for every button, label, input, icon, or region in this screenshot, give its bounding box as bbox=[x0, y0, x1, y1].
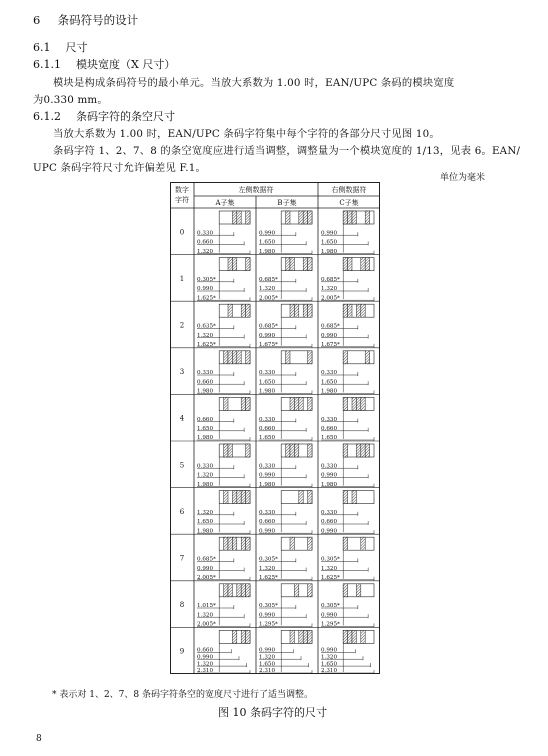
bar-module bbox=[299, 491, 303, 504]
bar-module bbox=[241, 630, 245, 643]
dimension-label: 1.650 bbox=[321, 379, 338, 386]
bar-module bbox=[308, 630, 312, 643]
bar-module bbox=[241, 584, 245, 597]
bar-module bbox=[299, 630, 303, 643]
column-header-a: A子集 bbox=[215, 199, 235, 207]
dimension-label: 0.990 bbox=[259, 472, 276, 479]
column-header-b: B子集 bbox=[277, 199, 297, 207]
bar-module bbox=[348, 258, 352, 271]
subsection-title: 尺寸 bbox=[65, 41, 88, 54]
bar-module bbox=[308, 258, 312, 271]
row-digit: 7 bbox=[179, 554, 185, 563]
bar-module bbox=[303, 630, 307, 643]
dimension-label: 0.685* bbox=[259, 323, 278, 330]
bar-module bbox=[246, 397, 250, 410]
dimension-label: 0.305* bbox=[321, 603, 340, 610]
dimension-label: 0.990 bbox=[321, 528, 338, 535]
dimension-label: 0.990 bbox=[321, 647, 338, 654]
dimension-label: 1.320 bbox=[259, 286, 276, 293]
bar-module bbox=[343, 444, 347, 457]
bar-module bbox=[356, 584, 360, 597]
dimension-label: 0.330 bbox=[259, 370, 276, 377]
bar-module bbox=[308, 351, 312, 364]
bar-module bbox=[343, 351, 347, 364]
dimension-label: 1.650 bbox=[321, 239, 338, 246]
bar-module bbox=[361, 304, 365, 317]
bar-module bbox=[365, 211, 369, 224]
bar-module bbox=[290, 537, 294, 550]
row-digit: 6 bbox=[179, 507, 185, 516]
bar-module bbox=[224, 491, 228, 504]
dimension-label: 1.675* bbox=[321, 342, 340, 348]
dimension-label: 1.650 bbox=[259, 239, 276, 246]
bar-module bbox=[361, 444, 365, 457]
bar-module bbox=[294, 444, 298, 457]
barcode-dimension-table bbox=[170, 182, 380, 674]
bar-module bbox=[290, 630, 294, 643]
dimension-label: 0.660 bbox=[259, 426, 276, 432]
bar-module bbox=[308, 304, 312, 317]
bar-module bbox=[241, 491, 245, 504]
bar-module bbox=[290, 444, 294, 457]
bar-module bbox=[237, 584, 241, 597]
bar-module bbox=[232, 491, 236, 504]
bar-module bbox=[246, 304, 250, 317]
dimension-label: 0.330 bbox=[259, 416, 276, 423]
dimension-label: 0.330 bbox=[197, 463, 214, 470]
bar-module bbox=[286, 211, 290, 224]
dimension-label: 1.980 bbox=[197, 435, 214, 442]
dimension-label: 0.685* bbox=[197, 556, 216, 563]
subsection-heading-6-1-1 bbox=[33, 56, 175, 72]
dimension-label: 1.980 bbox=[259, 248, 276, 255]
row-digit: 2 bbox=[179, 321, 185, 330]
group-header-left: 左侧数据符 bbox=[238, 186, 274, 194]
barcode-dimension-figure bbox=[170, 182, 380, 674]
bar-module bbox=[365, 351, 369, 364]
bar-module bbox=[343, 584, 347, 597]
dimension-label: 0.330 bbox=[321, 463, 338, 470]
bar-module bbox=[356, 444, 360, 457]
unit-note: 单位为毫米 bbox=[440, 173, 486, 183]
row-digit: 9 bbox=[179, 647, 185, 656]
dimension-label: 1.980 bbox=[197, 388, 214, 395]
dimension-label: 0.990 bbox=[259, 230, 276, 237]
subsection-heading-6-1 bbox=[33, 39, 88, 55]
bar-module bbox=[343, 491, 347, 504]
bar-module bbox=[290, 304, 294, 317]
bar-module bbox=[308, 537, 312, 550]
bar-module bbox=[343, 397, 347, 410]
subsection-title: 条码字符的条空尺寸 bbox=[76, 110, 175, 123]
dimension-label: 0.330 bbox=[259, 463, 276, 470]
bar-module bbox=[352, 211, 356, 224]
dimension-label: 0.660 bbox=[321, 519, 338, 526]
bar-module bbox=[241, 537, 245, 550]
bar-module bbox=[308, 491, 312, 504]
subsection-title: 模块宽度（X 尺寸） bbox=[76, 58, 176, 71]
bar-module bbox=[361, 537, 365, 550]
dimension-label: 2.005* bbox=[321, 295, 340, 302]
paragraph-line: 模块是构成条码符号的最小单元。当放大系数为 1.00 时，EAN/UPC 条码的模块宽度 bbox=[53, 77, 455, 89]
row-digit: 0 bbox=[179, 228, 185, 237]
dimension-label: 0.330 bbox=[197, 370, 214, 377]
column-header-c: C子集 bbox=[339, 199, 359, 207]
bar-module bbox=[228, 351, 232, 364]
paragraph-line: 条码字符 1、2、7、8 的条空宽度应进行适当调整，调整量为一个模块宽度的 1/13，见表 6。EAN/ bbox=[53, 145, 521, 157]
bar-module bbox=[308, 211, 312, 224]
dimension-label: 1.625* bbox=[197, 342, 216, 348]
dimension-label: 0.990 bbox=[259, 528, 276, 535]
dimension-label: 1.320 bbox=[197, 248, 214, 255]
dimension-label: 1.980 bbox=[259, 481, 276, 488]
bar-module bbox=[246, 211, 250, 224]
bar-module bbox=[246, 351, 250, 364]
subsection-number: 6.1.2 bbox=[33, 110, 61, 123]
dimension-label: 0.305* bbox=[259, 603, 278, 610]
dimension-label: 0.660 bbox=[197, 239, 214, 246]
dimension-label: 2.005* bbox=[259, 295, 278, 302]
bar-module bbox=[246, 258, 250, 271]
bar-module bbox=[246, 444, 250, 457]
bar-module bbox=[343, 630, 347, 643]
dimension-label: 1.675* bbox=[259, 342, 278, 348]
dimension-label: 0.330 bbox=[259, 510, 276, 516]
bar-module bbox=[303, 211, 307, 224]
bar-module bbox=[237, 211, 241, 224]
dimension-label: 2.005* bbox=[197, 575, 216, 581]
bar-module bbox=[348, 211, 352, 224]
row-digit: 5 bbox=[179, 461, 185, 470]
bar-module bbox=[343, 537, 347, 550]
dimension-label: 1.320 bbox=[259, 654, 276, 661]
dimension-label: 1.320 bbox=[259, 565, 276, 572]
bar-module bbox=[352, 630, 356, 643]
section-heading bbox=[33, 12, 138, 28]
dimension-label: 1.980 bbox=[321, 481, 338, 488]
subsection-heading-6-1-2 bbox=[33, 108, 175, 124]
bar-module bbox=[246, 584, 250, 597]
subsection-number: 6.1 bbox=[33, 41, 51, 54]
bar-module bbox=[356, 397, 360, 410]
bar-module bbox=[361, 258, 365, 271]
bar-module bbox=[286, 444, 290, 457]
dimension-label: 1.650 bbox=[321, 435, 338, 442]
bar-module bbox=[237, 351, 241, 364]
dimension-label: 1.650 bbox=[321, 661, 338, 668]
bar-module bbox=[365, 258, 369, 271]
figure-caption: 图 10 条码字符的尺寸 bbox=[218, 706, 327, 719]
dimension-label: 1.980 bbox=[197, 481, 214, 488]
bar-module bbox=[343, 304, 347, 317]
bar-module bbox=[290, 258, 294, 271]
dimension-label: 0.305* bbox=[197, 277, 216, 283]
bar-module bbox=[228, 444, 232, 457]
dimension-label: 0.685* bbox=[321, 323, 340, 330]
bar-module bbox=[343, 258, 347, 271]
dimension-label: 0.990 bbox=[321, 230, 338, 237]
bar-module bbox=[224, 444, 228, 457]
bar-module bbox=[232, 211, 236, 224]
dimension-label: 1.650 bbox=[259, 435, 276, 442]
dimension-label: 0.990 bbox=[197, 286, 214, 293]
bar-module bbox=[299, 397, 303, 410]
section-title: 条码符号的设计 bbox=[57, 13, 139, 27]
bar-module bbox=[241, 397, 245, 410]
bar-module bbox=[303, 258, 307, 271]
dimension-label: 0.660 bbox=[259, 519, 276, 526]
bar-module bbox=[237, 491, 241, 504]
dimension-label: 0.990 bbox=[259, 647, 276, 654]
dimension-label: 1.980 bbox=[197, 528, 214, 535]
group-header-right: 右侧数据符 bbox=[331, 186, 367, 194]
bar-module bbox=[246, 537, 250, 550]
dimension-label: 0.330 bbox=[321, 416, 338, 423]
bar-module bbox=[224, 397, 228, 410]
bar-module bbox=[241, 304, 245, 317]
bar-module bbox=[232, 537, 236, 550]
bar-module bbox=[224, 351, 228, 364]
dimension-label: 1.320 bbox=[197, 661, 214, 668]
dimension-label: 0.685* bbox=[321, 277, 340, 283]
bar-module bbox=[352, 397, 356, 410]
row-digit: 8 bbox=[179, 601, 185, 610]
paragraph-line: UPC 条码字符尺寸允许偏差见 F.1。 bbox=[33, 162, 206, 174]
bar-module bbox=[290, 397, 294, 410]
dimension-label: 2.005* bbox=[197, 621, 216, 628]
bar-module bbox=[348, 304, 352, 317]
dimension-label: 1.320 bbox=[197, 510, 214, 516]
dimension-label: 0.330 bbox=[197, 230, 214, 237]
dimension-label: 1.015* bbox=[197, 603, 216, 610]
dimension-label: 0.990 bbox=[321, 472, 338, 479]
dimension-label: 0.990 bbox=[197, 654, 214, 661]
dimension-label: 1.650 bbox=[259, 379, 276, 386]
dimension-label: 2.310 bbox=[197, 668, 214, 674]
footnote: * 表示对 1、2、7、8 条码字符条空的宽度尺寸进行了适当调整。 bbox=[52, 690, 313, 700]
dimension-label: 0.990 bbox=[259, 612, 276, 619]
bar-module bbox=[246, 491, 250, 504]
bar-module bbox=[308, 584, 312, 597]
bar-module bbox=[352, 491, 356, 504]
bar-module bbox=[232, 630, 236, 643]
dimension-label: 1.320 bbox=[197, 332, 214, 339]
dimension-label: 0.990 bbox=[197, 565, 214, 572]
dimension-label: 0.660 bbox=[197, 416, 214, 423]
corner-header-label: 字符 bbox=[175, 196, 189, 204]
dimension-label: 1.320 bbox=[321, 654, 338, 661]
bar-module bbox=[361, 397, 365, 410]
dimension-label: 1.320 bbox=[197, 612, 214, 619]
dimension-label: 1.625* bbox=[321, 575, 340, 581]
dimension-label: 0.990 bbox=[321, 612, 338, 619]
bar-module bbox=[308, 397, 312, 410]
dimension-label: 0.660 bbox=[197, 379, 214, 386]
subsection-number: 6.1.1 bbox=[33, 58, 61, 71]
bar-module bbox=[228, 258, 232, 271]
bar-module bbox=[246, 630, 250, 643]
bar-module bbox=[299, 211, 303, 224]
dimension-label: 0.330 bbox=[321, 510, 338, 516]
dimension-label: 2.310 bbox=[321, 668, 338, 674]
bar-module bbox=[286, 351, 290, 364]
dimension-label: 1.625* bbox=[197, 295, 216, 302]
dimension-label: 1.295* bbox=[259, 621, 278, 628]
dimension-label: 0.660 bbox=[321, 426, 338, 432]
bar-module bbox=[294, 584, 298, 597]
dimension-label: 1.650 bbox=[197, 426, 214, 432]
row-digit: 3 bbox=[179, 368, 185, 377]
dimension-label: 1.980 bbox=[321, 248, 338, 255]
dimension-label: 1.295* bbox=[321, 621, 340, 628]
dimension-label: 0.330 bbox=[321, 370, 338, 377]
dimension-label: 1.650 bbox=[259, 661, 276, 668]
bar-module bbox=[224, 584, 228, 597]
dimension-label: 0.685* bbox=[259, 277, 278, 283]
bar-module bbox=[348, 630, 352, 643]
dimension-label: 0.660 bbox=[197, 647, 214, 654]
dimension-label: 1.980 bbox=[259, 388, 276, 395]
dimension-label: 0.305* bbox=[259, 556, 278, 563]
bar-module bbox=[365, 444, 369, 457]
dimension-label: 1.320 bbox=[197, 472, 214, 479]
dimension-label: 1.320 bbox=[321, 286, 338, 293]
bar-module bbox=[232, 351, 236, 364]
row-digit: 1 bbox=[179, 274, 185, 283]
bar-module bbox=[228, 304, 232, 317]
dimension-label: 0.635* bbox=[197, 323, 216, 330]
bar-module bbox=[356, 304, 360, 317]
dimension-label: 1.625* bbox=[259, 575, 278, 581]
corner-header-label: 数字 bbox=[175, 186, 189, 194]
bar-module bbox=[286, 258, 290, 271]
bar-module bbox=[343, 211, 347, 224]
page-number: 8 bbox=[36, 734, 42, 744]
dimension-label: 0.990 bbox=[259, 332, 276, 339]
bar-module bbox=[294, 397, 298, 410]
row-digit: 4 bbox=[179, 414, 185, 423]
bar-module bbox=[228, 584, 232, 597]
bar-module bbox=[232, 258, 236, 271]
bar-module bbox=[294, 304, 298, 317]
paragraph-line: 当放大系数为 1.00 时，EAN/UPC 条码字符集中每个字符的各部分尺寸见图 10。 bbox=[53, 128, 440, 140]
dimension-label: 0.990 bbox=[321, 332, 338, 339]
bar-module bbox=[361, 630, 365, 643]
bar-module bbox=[308, 444, 312, 457]
paragraph-line: 为0.330 mm。 bbox=[33, 94, 108, 106]
dimension-label: 1.650 bbox=[197, 519, 214, 526]
dimension-label: 0.305* bbox=[321, 556, 340, 563]
dimension-label: 1.320 bbox=[321, 565, 338, 572]
dimension-label: 2.310 bbox=[259, 668, 276, 674]
bar-module bbox=[303, 304, 307, 317]
bar-module bbox=[224, 537, 228, 550]
dimension-label: 1.980 bbox=[321, 388, 338, 395]
bar-module bbox=[228, 537, 232, 550]
section-number: 6 bbox=[33, 13, 41, 27]
